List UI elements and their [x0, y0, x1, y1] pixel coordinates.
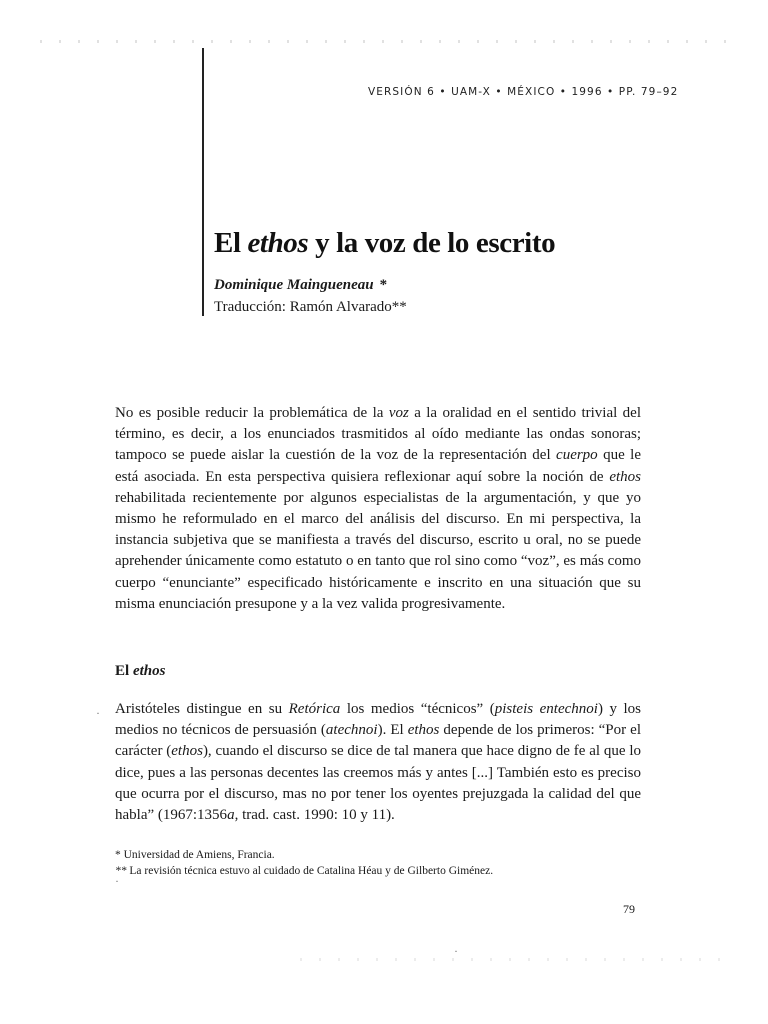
author-footnote-mark: * — [379, 277, 388, 293]
footnote-text: La revisión técnica estuvo al cuidado de Catalina Héau y de Gilberto Giménez. — [126, 864, 494, 877]
footnote-mark: ** — [115, 864, 127, 877]
footnote — [115, 848, 645, 864]
footnote — [115, 864, 645, 880]
p2-text-3: ) y los medios no técnicos de persuasión ( — [115, 701, 642, 739]
p2-emph-a: a — [227, 807, 235, 824]
p1-text-3: que le está asociada. En esta perspectiva quisiera reflexionar aquí sobre la noción de — [115, 447, 641, 485]
section-heading — [115, 663, 165, 680]
section-heading-prefix: El — [115, 663, 133, 679]
title-emphasis: ethos — [247, 227, 309, 259]
author-line — [214, 277, 387, 294]
translator-line: Traducción: Ramón Alvarado** — [214, 299, 407, 315]
p1-text-1: No es posible reducir la problemática de la — [115, 405, 389, 421]
scan-noise-bottom — [300, 958, 720, 961]
p1-emph-voz: voz — [388, 405, 409, 421]
p2-emph-retorica: Retórica — [288, 701, 341, 717]
paragraph-ethos — [115, 699, 641, 826]
p2-text-5: depende de los primeros: “Por el carácter ( — [115, 722, 642, 760]
author-name: Dominique Maingueneau — [214, 277, 374, 293]
running-header: VERSIÓN 6 • UAM-X • MÉXICO • 1996 • PP. 79–92 — [368, 86, 679, 98]
p2-text-7: , trad. cast. 1990: 10 y 11). — [234, 807, 395, 824]
scan-speck: · — [454, 944, 458, 958]
title-part-1: El — [214, 227, 248, 259]
p2-text-6: ), cuando el discurso se dice de tal manera que hace digno de fe al que lo dice, pues a las personas decentes las creemos más y antes [...] También esto es preciso que ocurra por el discurso, mas no por tener los oyentes prejuzgada la calidad del que habla” (1967:1356 — [115, 743, 641, 824]
paragraph-intro — [115, 403, 641, 615]
p1-text-4: rehabilitada recientemente por algunos especialistas de la argumentación, y que yo mismo he reformulado en el marco del análisis del discurso. En mi perspectiva, la instancia subjetiva que se manifiesta a través del discurso, escrito u oral, no se puede aprehender únicamente como estatuto o en tanto que rol sino como “voz”, es más como cuerpo “enunciante” especificado históricamente e inscrito en una situación que su misma enunciación presupone y a la vez valida progresivamente. — [115, 489, 641, 612]
article-title — [214, 227, 555, 260]
scan-noise-top — [40, 40, 730, 43]
footnote-text: Universidad de Amiens, Francia. — [120, 849, 275, 861]
scan-speck: · — [96, 706, 100, 720]
footnotes — [115, 848, 645, 879]
p2-emph-ethos: ethos — [407, 722, 440, 739]
p2-emph-atechnoi: atechnoi — [325, 722, 378, 739]
p2-emph-pisteis: pisteis entechnoi — [494, 701, 598, 717]
scan-speck: · — [115, 874, 119, 888]
p2-text-4: ). El — [377, 722, 408, 739]
footnote-mark: * — [115, 849, 121, 861]
p1-emph-cuerpo: cuerpo — [556, 447, 598, 464]
p1-emph-ethos: ethos — [609, 468, 641, 485]
p2-text-1: Aristóteles distingue en su — [115, 701, 289, 717]
p2-text-2: los medios “técnicos” ( — [340, 701, 495, 717]
title-part-2: y la voz de lo escrito — [308, 227, 556, 259]
p2-emph-ethos-2: ethos — [171, 743, 203, 760]
margin-rule — [202, 48, 204, 316]
p1-text-2: a la oralidad en el sentido trivial del término, es decir, a los enunciados trasmitidos al oído mediante las ondas sonoras; tampoco se puede aislar la cuestión de la voz de la representación del — [115, 405, 641, 464]
page-number: 79 — [623, 902, 635, 916]
section-heading-emphasis: ethos — [132, 663, 166, 679]
